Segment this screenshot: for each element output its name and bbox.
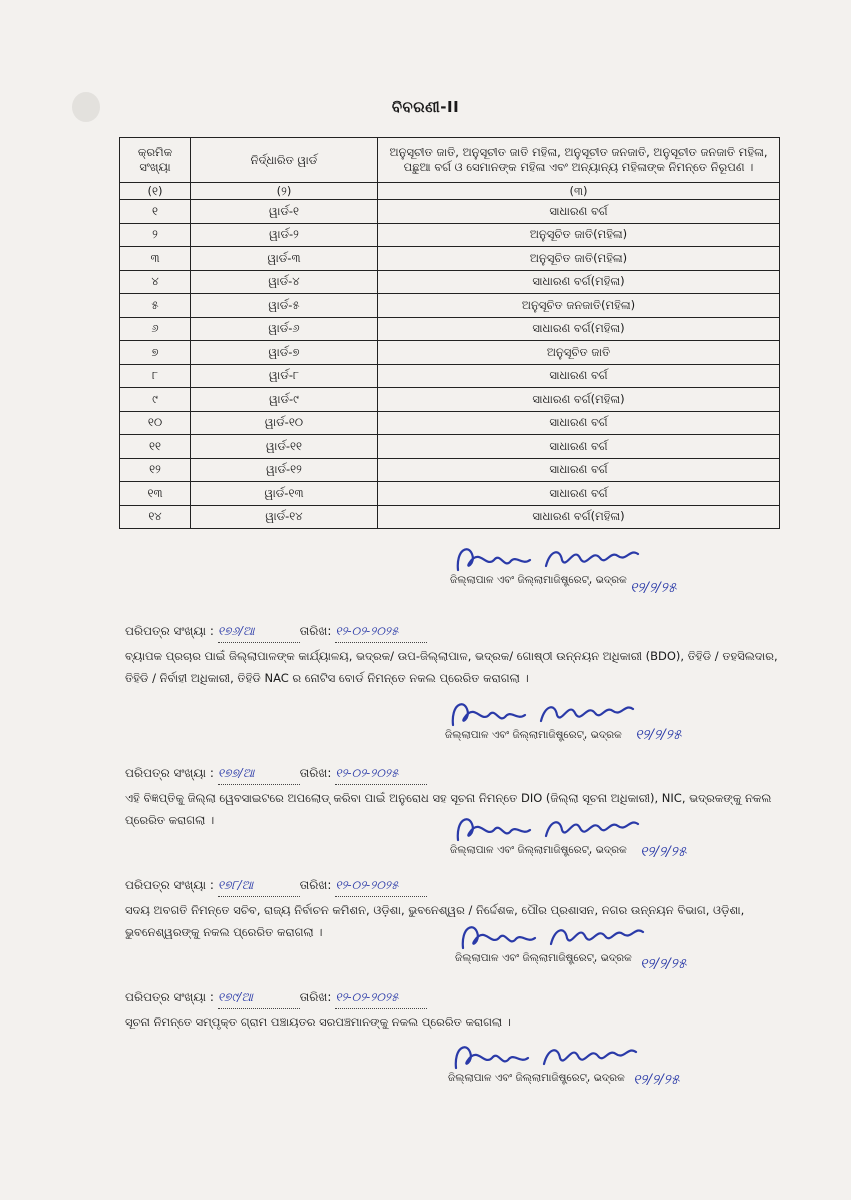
ward-cell: ୱାର୍ଡ-୪ [191,270,378,294]
signature-caption: ଜିଲ୍ଲାପାଳ ଏବଂ ଜିଲ୍ଲାମାଜିଷ୍ଟ୍ରେଟ୍, ଭଦ୍ରକ [450,844,627,856]
table-row [120,247,780,271]
memo-number: ୧୭୬/ଆ [218,620,300,643]
date-label: ତାରିଖ: [299,990,332,1004]
circular-text: ସୂଚନା ନିମନ୍ତେ ସମ୍ପୃକ୍ତ ଗ୍ରାମ ପଞ୍ଚାୟତର ସରପଞ୍ଚମାନଙ୍କୁ ନକଲ ପ୍ରେରିତ କରାଗଲା । [125,1015,511,1029]
serial-cell: ୧୨ [120,458,191,482]
memo-number: ୧୭୯/ଆ [218,986,300,1009]
table-row [120,411,780,435]
signature-block [448,1038,688,1088]
serial-cell: ୮ [120,364,191,388]
signature-caption: ଜିଲ୍ଲାପାଳ ଏବଂ ଜିଲ୍ଲାମାଜିଷ୍ଟ୍ରେଟ୍, ଭଦ୍ରକ [448,1072,625,1084]
ward-cell: ୱାର୍ଡ-୭ [191,341,378,365]
signature-block [450,540,690,596]
ward-cell: ୱାର୍ଡ-୧ [191,200,378,224]
header-category: ଅନୁସୂଚୀତ ଜାତି, ଅନୁସୂଚୀତ ଜାତି ମହିଳା, ଅନୁସୂଚୀତ ଜନଜାତି, ଅନୁସୂଚୀତ ଜନଜାତି ମହିଳା, ପଛୁଆ ବର୍ଗ ଓ ସେମାନଙ୍କ ମହିଳା ଏବଂ ଅନ୍ୟାନ୍ୟ ମହିଳାଙ୍କ ନିମନ୍ତେ ନିରୂପଣ । [378,138,780,183]
page-title: ବିବରଣୀ-II [391,98,460,116]
signature-caption: ଜିଲ୍ଲାପାଳ ଏବଂ ଜିଲ୍ଲାମାଜିଷ୍ଟ୍ରେଟ୍, ଭଦ୍ରକ [455,952,632,964]
table-row [120,388,780,412]
category-cell: ସାଧାରଣ ବର୍ଗ [378,482,780,506]
serial-cell: ୭ [120,341,191,365]
signature-block [445,695,685,742]
signature-date: ୧୨/୨/୨୫ [635,727,682,743]
signature-date: ୧୨/୨/୨୫ [630,580,677,596]
header-serial: କ୍ରମିକ ସଂଖ୍ୟା [120,138,191,183]
table-body [120,200,780,529]
memo-label: ପରିପତ୍ର ସଂଖ୍ୟା : [125,766,214,780]
serial-cell: ୨ [120,223,191,247]
ward-cell: ୱାର୍ଡ-୩ [191,247,378,271]
table-row [120,505,780,529]
signature-date: ୧୨/୨/୨୫ [640,956,687,972]
ward-cell: ୱାର୍ଡ-୧୨ [191,458,378,482]
table-row [120,458,780,482]
circular-1 [125,620,785,689]
serial-cell: ୬ [120,317,191,341]
table-row [120,223,780,247]
category-cell: ସାଧାରଣ ବର୍ଗ(ମହିଳା) [378,270,780,294]
ward-cell: ୱାର୍ଡ-୧୦ [191,411,378,435]
category-cell: ସାଧାରଣ ବର୍ଗ(ମହିଳା) [378,388,780,412]
category-cell: ସାଧାରଣ ବର୍ଗ [378,458,780,482]
col-number: (୩) [378,183,780,200]
memo-date: ୧୨-୦୨-୨୦୨୫ [335,620,427,643]
memo-number: ୧୭୭/ଆ [218,762,300,785]
ward-cell: ୱାର୍ଡ-୫ [191,294,378,318]
category-cell: ଅନୁସୂଚିତ ଜାତି [378,341,780,365]
ward-reservation-table [119,137,780,529]
serial-cell: ୧ [120,200,191,224]
ward-cell: ୱାର୍ଡ-୬ [191,317,378,341]
circular-ref-line [125,874,785,897]
category-cell: ସାଧାରଣ ବର୍ଗ [378,200,780,224]
ward-cell: ୱାର୍ଡ-୯ [191,388,378,412]
ward-cell: ୱାର୍ଡ-୧୧ [191,435,378,459]
circular-text: ବ୍ୟାପକ ପ୍ରଚାର ପାଇଁ ଜିଲ୍ଲାପାଳଙ୍କ କାର୍ଯ୍ୟାଳୟ, ଭଦ୍ରକ/ ଉପ-ଜିଲ୍ଲାପାଳ, ଭଦ୍ରକ/ ଗୋଷ୍ଠୀ ଉନ୍ନୟନ ଅଧିକାରୀ (BDO), ତିହିଡି / ତହସିଲଦାର, ତିହିଡି / ନିର୍ବାହୀ ଅଧିକାରୀ, ତିହିଡି NAC ର ନୋଟିସ ବୋର୍ଡ ନିମନ୍ତେ ନକଲ ପ୍ରେରିତ କରାଗଲା । [125,649,778,685]
serial-cell: ୧୩ [120,482,191,506]
signature-block [450,810,690,860]
circular-text: ଏହି ବିଜ୍ଞପ୍ତିକୁ ଜିଲ୍ଲା ୱେବସାଇଟରେ ଅପଲୋଡ୍ କରିବା ପାଇଁ ଅନୁରୋଧ ସହ ସୂଚନା ନିମନ୍ତେ DIO (ଜିଲ୍ଲା ସୂଚନା ଅଧିକାରୀ), NIC, ଭଦ୍ରକଙ୍କୁ ନକଲ ପ୍ରେରିତ କରାଗଲା । [125,791,772,827]
header-ward: ନିର୍ଦ୍ଧାରିତ ୱାର୍ଡ [191,138,378,183]
memo-label: ପରିପତ୍ର ସଂଖ୍ୟା : [125,990,214,1004]
table-row [120,482,780,506]
table-header-row [120,138,780,183]
ward-cell: ୱାର୍ଡ-୨ [191,223,378,247]
serial-cell: ୪ [120,270,191,294]
category-cell: ସାଧାରଣ ବର୍ଗ(ମହିଳା) [378,317,780,341]
table-row [120,270,780,294]
memo-label: ପରିପତ୍ର ସଂଖ୍ୟା : [125,878,214,892]
circular-ref-line [125,620,785,643]
date-label: ତାରିଖ: [299,878,332,892]
category-cell: ଅନୁସୂଚିତ ଜାତି(ମହିଳା) [378,223,780,247]
table-column-number-row [120,183,780,200]
memo-number: ୧୭୮/ଆ [218,874,300,897]
date-label: ତାରିଖ: [299,766,332,780]
category-cell: ସାଧାରଣ ବର୍ଗ [378,364,780,388]
category-cell: ସାଧାରଣ ବର୍ଗ [378,411,780,435]
ward-cell: ୱାର୍ଡ-୮ [191,364,378,388]
date-label: ତାରିଖ: [299,624,332,638]
circular-ref-line [125,762,785,785]
category-cell: ସାଧାରଣ ବର୍ଗ [378,435,780,459]
signature-caption: ଜିଲ୍ଲାପାଳ ଏବଂ ଜିଲ୍ଲାମାଜିଷ୍ଟ୍ରେଟ୍, ଭଦ୍ରକ [450,574,627,586]
category-cell: ଅନୁସୂଚିତ ଜାତି(ମହିଳା) [378,247,780,271]
table-row [120,341,780,365]
signature-date: ୧୨/୨/୨୫ [640,844,687,860]
memo-date: ୧୨-୦୨-୨୦୨୫ [335,986,427,1009]
col-number: (୨) [191,183,378,200]
serial-cell: ୧୧ [120,435,191,459]
category-cell: ସାଧାରଣ ବର୍ଗ(ମହିଳା) [378,505,780,529]
serial-cell: ୫ [120,294,191,318]
circular-text: ସଦୟ ଅବଗତି ନିମନ୍ତେ ସଚିବ, ରାଜ୍ୟ ନିର୍ବାଚନ କମିଶନ, ଓଡ଼ିଶା, ଭୁବନେଶ୍ୱର / ନିର୍ଦ୍ଦେଶକ, ପୌର ପ୍ରଶାସନ, ନଗର ଉନ୍ନୟନ ବିଭାଗ, ଓଡ଼ିଶା, ଭୁବନେଶ୍ୱରଙ୍କୁ ନକଲ ପ୍ରେରିତ କରାଗଲା । [125,903,745,939]
col-number: (୧) [120,183,191,200]
circular-4 [125,986,785,1033]
memo-label: ପରିପତ୍ର ସଂଖ୍ୟା : [125,624,214,638]
serial-cell: ୯ [120,388,191,412]
memo-date: ୧୨-୦୨-୨୦୨୫ [335,874,427,897]
serial-cell: ୧୦ [120,411,191,435]
table-row [120,317,780,341]
ward-cell: ୱାର୍ଡ-୧୩ [191,482,378,506]
circular-ref-line [125,986,785,1009]
ward-cell: ୱାର୍ଡ-୧୪ [191,505,378,529]
serial-cell: ୧୪ [120,505,191,529]
table-row [120,364,780,388]
memo-date: ୧୨-୦୨-୨୦୨୫ [335,762,427,785]
signature-caption: ଜିଲ୍ଲାପାଳ ଏବଂ ଜିଲ୍ଲାମାଜିଷ୍ଟ୍ରେଟ୍, ଭଦ୍ରକ [445,729,622,741]
table-row [120,294,780,318]
signature-block [455,918,695,972]
category-cell: ଅନୁସୂଚିତ ଜନଜାତି(ମହିଳା) [378,294,780,318]
signature-date: ୧୨/୨/୨୫ [633,1072,680,1088]
table-row [120,200,780,224]
table-row [120,435,780,459]
serial-cell: ୩ [120,247,191,271]
